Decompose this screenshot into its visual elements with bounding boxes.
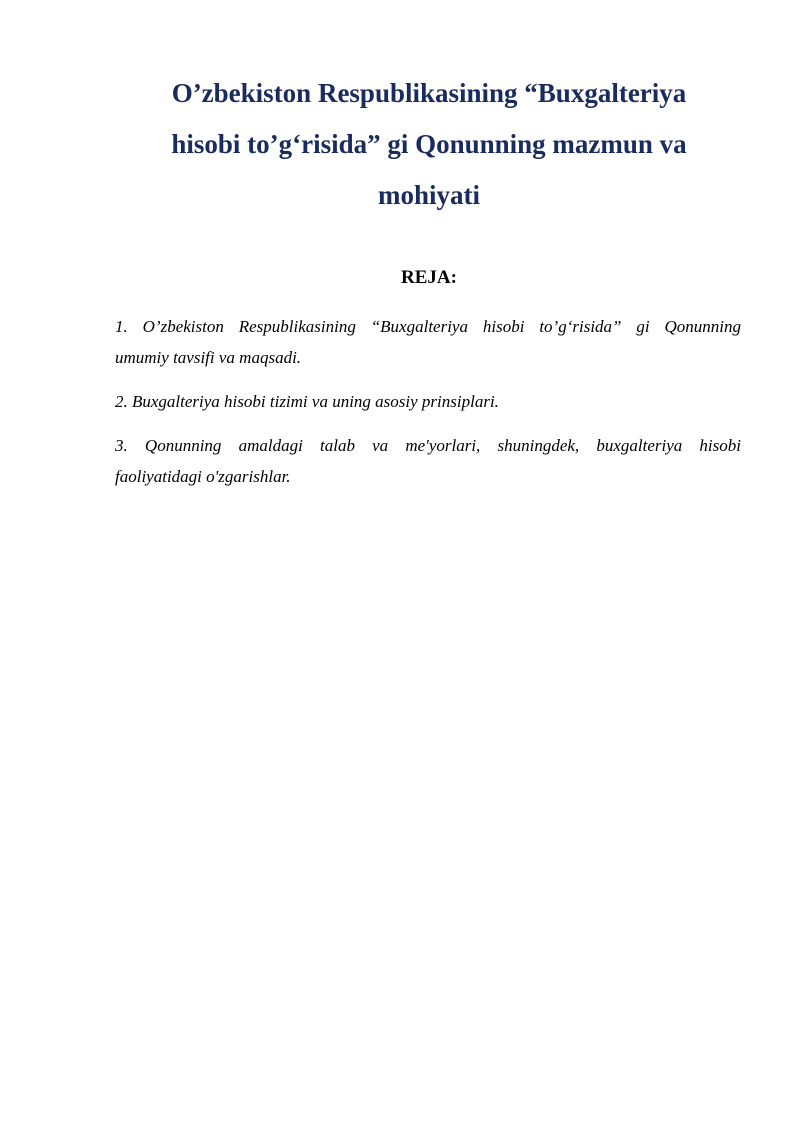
title-line-1: O’zbekiston Respublikasining “Buxgalteriya: [171, 78, 687, 108]
title-line-2: hisobi to’g‘risida” gi Qonunning mazmun va: [171, 129, 687, 159]
plan-item-1: [115, 311, 741, 373]
plan-item-3: [115, 430, 741, 492]
plan-item-3-line-1: 3. Qonunning amaldagi talab va me'yorlari, shuningdek, buxgalteriya hisobi: [115, 436, 741, 455]
plan-item-1-line-1: 1. O’zbekiston Respublikasining “Buxgalteriya hisobi to’g‘risida” gi Qonunning: [115, 317, 741, 336]
title-line-3: mohiyati: [377, 180, 480, 210]
document-title: [100, 68, 758, 221]
plan-item-3-line-2: faoliyatidagi o'zgarishlar.: [115, 467, 291, 486]
plan-list: [115, 311, 741, 505]
plan-heading: REJA:: [401, 267, 457, 288]
plan-item-1-line-2: umumiy tavsifi va maqsadi.: [115, 348, 302, 367]
plan-item-2-line-1: 2. Buxgalteriya hisobi tizimi va uning asosiy prinsiplari.: [115, 392, 499, 411]
plan-item-2: [115, 386, 741, 417]
